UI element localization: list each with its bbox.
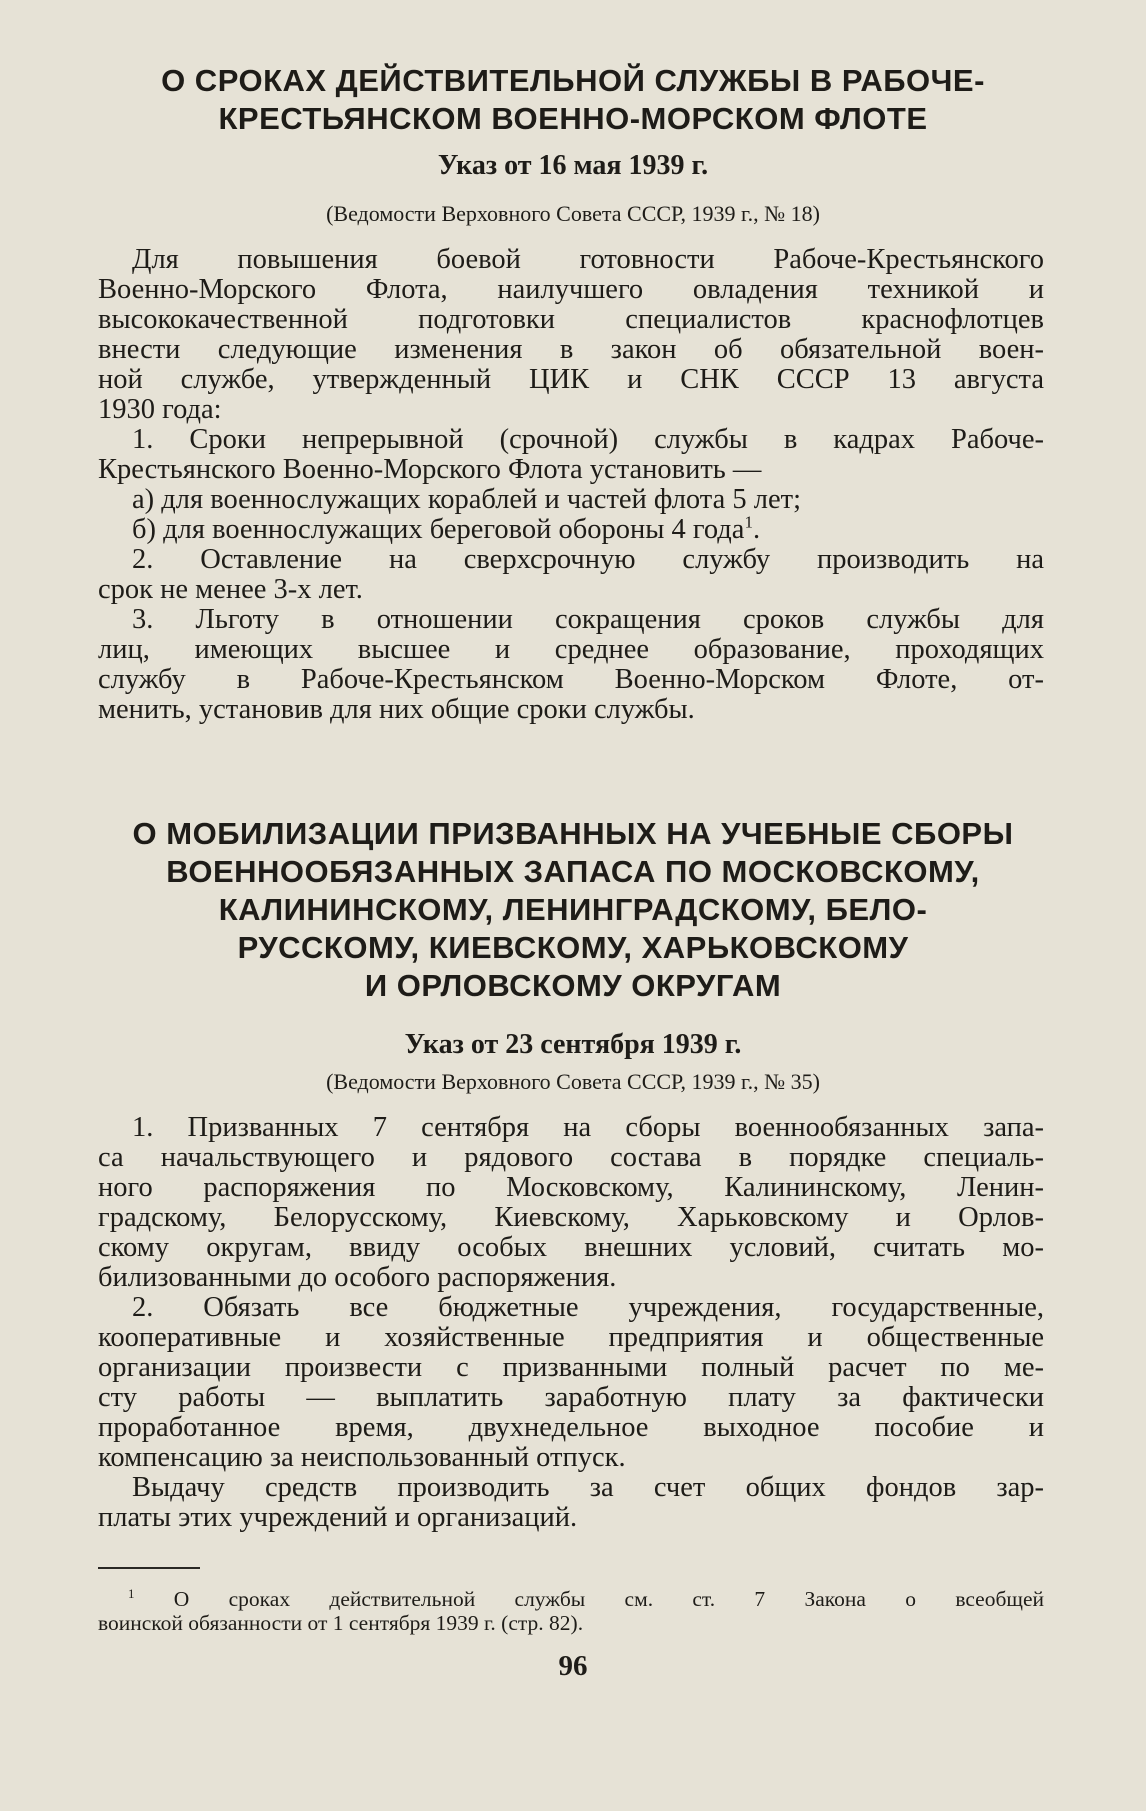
footnote-marker-suffix: .: [753, 514, 761, 545]
text-line: 1930 года:: [98, 394, 222, 425]
text-line: организации произвести с призванными полный расчет по ме-: [98, 1352, 1044, 1383]
text-line: а) для военнослужащих кораблей и частей флота 5 лет;: [132, 484, 801, 515]
section2-body: [98, 1113, 1044, 1533]
footnote-divider: [98, 1567, 200, 1569]
text-line: лиц, имеющих высшее и среднее образование, проходящих: [98, 634, 1044, 665]
section2-title: [0, 815, 1146, 1005]
text-line: Для повышения боевой готовности Рабоче-Крестьянского: [132, 244, 1044, 275]
footnote-line: [98, 1587, 1044, 1611]
text-line: билизованными до особого распоряжения.: [98, 1262, 617, 1293]
text-line: 2. Оставление на сверхсрочную службу производить на: [132, 544, 1044, 575]
text-line: Выдачу средств производить за счет общих фондов зар-: [132, 1472, 1044, 1503]
text-line: платы этих учреждений и организаций.: [98, 1502, 578, 1533]
text-line: Крестьянского Военно-Морского Флота установить —: [98, 454, 762, 485]
text-line: внести следующие изменения в закон об обязательной воен-: [98, 334, 1044, 365]
text-line: высококачественной подготовки специалистов краснофлотцев: [98, 304, 1044, 335]
text-line: ного распоряжения по Московскому, Калининскому, Ленин-: [98, 1172, 1044, 1203]
footnote-marker: 1: [744, 512, 754, 532]
section1-title-line: КРЕСТЬЯНСКОМ ВОЕННО-МОРСКОМ ФЛОТЕ: [218, 101, 928, 136]
text-line: сту работы — выплатить заработную плату за фактически: [98, 1382, 1044, 1413]
text-line: скому округам, ввиду особых внешних условий, считать мо-: [98, 1232, 1044, 1263]
section2-title-line: ВОЕННООБЯЗАННЫХ ЗАПАСА ПО МОСКОВСКОМУ,: [166, 854, 980, 889]
text-line: ной службе, утвержденный ЦИК и СНК СССР 13 августа: [98, 364, 1044, 395]
section2-title-line: И ОРЛОВСКОМУ ОКРУГАМ: [364, 968, 782, 1003]
footnote-line: воинской обязанности от 1 сентября 1939 г. (стр. 82).: [98, 1611, 584, 1635]
section2-title-line: КАЛИНИНСКОМУ, ЛЕНИНГРАДСКОМУ, БЕЛО-: [218, 892, 928, 927]
footnote: [98, 1587, 1044, 1635]
text-line: компенсацию за неиспользованный отпуск.: [98, 1442, 626, 1473]
text-line: 3. Льготу в отношении сокращения сроков службы для: [132, 604, 1044, 635]
footnote-number: 1: [128, 1586, 135, 1601]
text-line: са начальствующего и рядового состава в порядке специаль-: [98, 1142, 1044, 1173]
text-line: Военно-Морского Флота, наилучшего овладения техникой и: [98, 274, 1044, 305]
section1-title: [0, 62, 1146, 138]
text-line-content: б) для военнослужащих береговой обороны 4 года: [132, 514, 745, 545]
section2-source: (Ведомости Верховного Совета СССР, 1939 г., № 35): [326, 1069, 820, 1094]
section1-title-line: О СРОКАХ ДЕЙСТВИТЕЛЬНОЙ СЛУЖБЫ В РАБОЧЕ-: [161, 63, 985, 98]
footnote-text: О сроках действительной службы см. ст. 7 Закона о всеобщей: [173, 1587, 1044, 1611]
section1-source: (Ведомости Верховного Совета СССР, 1939 г., № 18): [326, 201, 820, 226]
section1-body: [98, 245, 1044, 725]
text-line: кооперативные и хозяйственные предприятия и общественные: [98, 1322, 1044, 1353]
section1-decree: Указ от 16 мая 1939 г.: [437, 150, 709, 181]
text-line: градскому, Белорусскому, Киевскому, Харьковскому и Орлов-: [98, 1202, 1044, 1233]
section2-title-line: РУССКОМУ, КИЕВСКОМУ, ХАРЬКОВСКОМУ: [237, 930, 909, 965]
text-line: 1. Сроки непрерывной (срочной) службы в кадрах Рабоче-: [132, 424, 1044, 455]
text-line: 2. Обязать все бюджетные учреждения, государственные,: [132, 1292, 1044, 1323]
text-line: [98, 512, 1044, 545]
section2-decree: Указ от 23 сентября 1939 г.: [404, 1029, 742, 1060]
text-line: срок не менее 3-х лет.: [98, 574, 363, 605]
text-line: менить, установив для них общие сроки службы.: [98, 694, 695, 725]
text-line: 1. Призванных 7 сентября на сборы военнообязанных запа-: [132, 1112, 1044, 1143]
page-number: 96: [558, 1650, 588, 1682]
text-line: проработанное время, двухнедельное выходное пособие и: [98, 1412, 1044, 1443]
text-line: службу в Рабоче-Крестьянском Военно-Морском Флоте, от-: [98, 664, 1044, 695]
section2-title-line: О МОБИЛИЗАЦИИ ПРИЗВАННЫХ НА УЧЕБНЫЕ СБОРЫ: [132, 816, 1014, 851]
